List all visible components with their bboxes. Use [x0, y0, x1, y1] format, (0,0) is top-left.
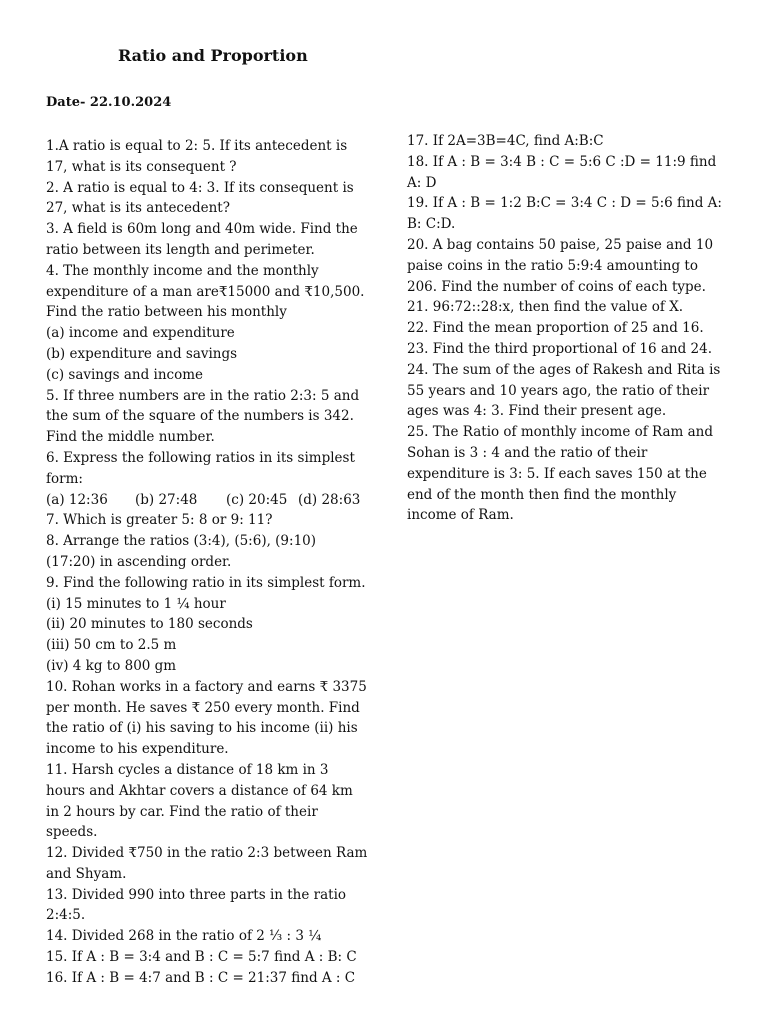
question-4-part-c: (c) savings and income: [46, 366, 204, 383]
question-4-part-a: (a) income and expenditure: [46, 325, 235, 342]
question-15: 15. If A : B = 3:4 and B : C = 5:7 find A : B: C: [46, 949, 357, 966]
question-13: 13. Divided 990 into three parts in the ratio 2:4:5.: [46, 886, 347, 924]
questions-left-column: [46, 136, 368, 989]
question-10: 10. Rohan works in a factory and earns ₹ 3375 per month. He saves ₹ 250 every month. Find the ratio of (i) his saving to his income (ii) his income to his expenditure.: [46, 678, 367, 758]
question-6: 6. Express the following ratios in its simplest form:: [46, 449, 355, 487]
question-7: 7. Which is greater 5: 8 or 9: 11?: [46, 512, 273, 529]
worksheet-date: Date- 22.10.2024: [46, 95, 172, 110]
question-9: 9. Find the following ratio in its simplest form.: [46, 574, 366, 591]
question-20: 20. A bag contains 50 paise, 25 paise and 10 paise coins in the ratio 5:9:4 amounting to 206. Find the number of coins of each type.: [407, 236, 714, 295]
question-17: 17. If 2A=3B=4C, find A:B:C: [407, 133, 604, 149]
question-6-option-d: (d) 28:63: [298, 491, 361, 508]
question-9-part-ii: (ii) 20 minutes to 180 seconds: [46, 616, 253, 633]
question-24: 24. The sum of the ages of Rakesh and Rita is 55 years and 10 years ago, the ratio of their ages was 4: 3. Find their present age.: [407, 361, 721, 420]
question-6-options: [46, 490, 368, 511]
question-25: 25. The Ratio of monthly income of Ram and Sohan is 3 : 4 and the ratio of their expenditure is 3: 5. If each saves 150 at the end of the month then find the monthly income of Ram.: [407, 424, 714, 524]
question-6-option-c: (c) 20:45: [226, 491, 288, 508]
question-5: 5. If three numbers are in the ratio 2:3: 5 and the sum of the square of the numbers is 342. Find the middle number.: [46, 387, 360, 446]
question-9-part-iv: (iv) 4 kg to 800 gm: [46, 657, 177, 674]
question-22: 22. Find the mean proportion of 25 and 16.: [407, 320, 704, 337]
question-4-part-b: (b) expenditure and savings: [46, 345, 238, 362]
question-9-part-i: (i) 15 minutes to 1 ¼ hour: [46, 595, 226, 612]
question-3: 3. A field is 60m long and 40m wide. Find the ratio between its length and perimeter.: [46, 221, 358, 258]
question-6-option-b: (b) 27:48: [135, 491, 198, 508]
question-11: 11. Harsh cycles a distance of 18 km in 3 hours and Akhtar covers a distance of 64 km in 2 hours by car. Find the ratio of their speeds.: [46, 761, 353, 841]
question-16: 16. If A : B = 4:7 and B : C = 21:37 find A : C: [46, 969, 356, 986]
question-1: 1.A ratio is equal to 2: 5. If its antecedent is 17, what is its consequent ?: [46, 138, 348, 175]
question-12: 12. Divided ₹750 in the ratio 2:3 between Ram and Shyam.: [46, 845, 368, 882]
question-23: 23. Find the third proportional of 16 and 24.: [407, 340, 712, 357]
question-9-part-iii: (iii) 50 cm to 2.5 m: [46, 637, 177, 654]
questions-right-column: [407, 131, 729, 526]
question-18: 18. If A : B = 3:4 B : C = 5:6 C :D = 11:9 find A: D: [407, 153, 717, 191]
question-21: 21. 96:72::28:x, then find the value of X.: [407, 299, 684, 316]
question-6-option-a: (a) 12:36: [46, 491, 108, 508]
document-title: Ratio and Proportion: [118, 46, 308, 65]
question-19: 19. If A : B = 1:2 B:C = 3:4 C : D = 5:6 find A: B: C:D.: [407, 195, 722, 233]
question-14: 14. Divided 268 in the ratio of 2 ⅓ : 3 ¼: [46, 928, 322, 945]
question-2: 2. A ratio is equal to 4: 3. If its consequent is 27, what is its antecedent?: [46, 179, 354, 217]
question-8: 8. Arrange the ratios (3:4), (5:6), (9:10) (17:20) in ascending order.: [46, 533, 317, 570]
question-4: 4. The monthly income and the monthly expenditure of a man are₹15000 and ₹10,500. Find the ratio between his monthly: [46, 262, 365, 321]
